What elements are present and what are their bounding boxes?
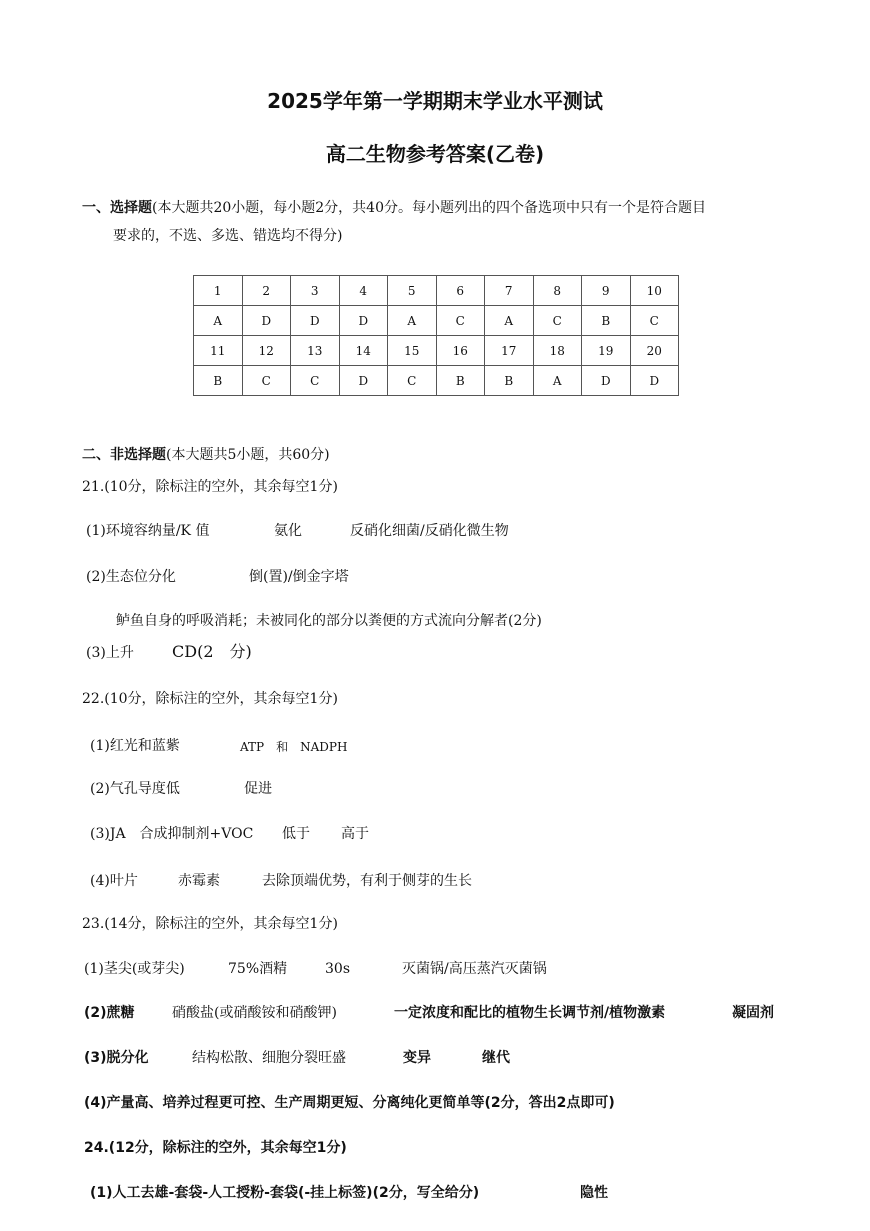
q21-part3-a: (3)上升 bbox=[86, 645, 134, 661]
q23-part2-a: (2)蔗糖 bbox=[84, 1005, 135, 1021]
answer-cell: D bbox=[582, 366, 631, 396]
q22-part2-b: 促进 bbox=[244, 781, 272, 797]
answer-cell: B bbox=[582, 306, 631, 336]
section1-desc: (本大题共20小题，每小题2分，共40分。每小题列出的四个备选项中只有一个是符合题目 bbox=[152, 200, 706, 216]
q21-part2-c: 鲈鱼自身的呼吸消耗；未被同化的部分以粪便的方式流向分解者(2分) bbox=[116, 613, 542, 629]
q23-part3-a: (3)脱分化 bbox=[84, 1050, 149, 1066]
question-number: 19 bbox=[582, 336, 631, 366]
answer-cell: A bbox=[533, 366, 582, 396]
answer-cell: B bbox=[485, 366, 534, 396]
question-number: 8 bbox=[533, 276, 582, 306]
question-number: 10 bbox=[630, 276, 679, 306]
q23-part3-d: 继代 bbox=[482, 1050, 510, 1066]
answer-table bbox=[193, 275, 679, 396]
question-number: 18 bbox=[533, 336, 582, 366]
answer-cell: D bbox=[242, 306, 291, 336]
q23-part2-d: 凝固剂 bbox=[732, 1005, 774, 1021]
q23-part1-a: (1)茎尖(或芽尖) bbox=[84, 961, 185, 977]
question-number: 12 bbox=[242, 336, 291, 366]
q22-part3-c: 高于 bbox=[341, 826, 369, 842]
q23-part1-b: 75%酒精 bbox=[228, 961, 288, 977]
section2-desc: (本大题共5小题，共60分) bbox=[166, 447, 330, 463]
question-number: 6 bbox=[436, 276, 485, 306]
answer-cell: C bbox=[630, 306, 679, 336]
question-number: 7 bbox=[485, 276, 534, 306]
question-number: 5 bbox=[388, 276, 437, 306]
table-row bbox=[194, 366, 679, 396]
q23-part3-b: 结构松散、细胞分裂旺盛 bbox=[192, 1050, 346, 1066]
q23-part2-b: 硝酸盐(或硝酸铵和硝酸钾) bbox=[172, 1005, 337, 1021]
q22-part1-a: (1)红光和蓝紫 bbox=[90, 738, 180, 754]
answer-cell: C bbox=[388, 366, 437, 396]
q21-heading: 21.(10分，除标注的空外，其余每空1分) bbox=[82, 479, 338, 495]
section1-title: 一、选择题 bbox=[82, 200, 152, 216]
answer-cell: A bbox=[485, 306, 534, 336]
q22-part1-b: ATP 和 NADPH bbox=[240, 740, 348, 754]
q22-heading: 22.(10分，除标注的空外，其余每空1分) bbox=[82, 691, 338, 707]
question-number: 13 bbox=[291, 336, 340, 366]
q23-part4: (4)产量高、培养过程更可控、生产周期更短、分离纯化更简单等(2分，答出2点即可) bbox=[84, 1095, 615, 1111]
answer-cell: B bbox=[436, 366, 485, 396]
answer-cell: C bbox=[242, 366, 291, 396]
question-number: 3 bbox=[291, 276, 340, 306]
table-row bbox=[194, 336, 679, 366]
answer-cell: D bbox=[291, 306, 340, 336]
question-number: 9 bbox=[582, 276, 631, 306]
q21-part1-c: 反硝化细菌/反硝化微生物 bbox=[350, 523, 509, 539]
q24-part1-a: (1)人工去雄-套袋-人工授粉-套袋(-挂上标签)(2分，写全给分) bbox=[90, 1185, 480, 1201]
q22-part4-a: (4)叶片 bbox=[90, 873, 138, 889]
q21-part1-b: 氨化 bbox=[274, 523, 302, 539]
question-number: 20 bbox=[630, 336, 679, 366]
table-row bbox=[194, 276, 679, 306]
answer-cell: D bbox=[339, 366, 388, 396]
question-number: 2 bbox=[242, 276, 291, 306]
q22-part2-a: (2)气孔导度低 bbox=[90, 781, 180, 797]
answer-cell: C bbox=[533, 306, 582, 336]
section2-heading bbox=[82, 446, 330, 464]
section1-heading bbox=[82, 199, 706, 217]
doc-subtitle: 高二生物参考答案(乙卷) bbox=[325, 142, 545, 166]
q22-part3-a: (3)JA 合成抑制剂+VOC bbox=[90, 826, 254, 842]
q21-part2-a: (2)生态位分化 bbox=[86, 569, 176, 585]
answer-cell: D bbox=[339, 306, 388, 336]
q24-heading: 24.(12分，除标注的空外，其余每空1分) bbox=[84, 1140, 347, 1156]
question-number: 11 bbox=[194, 336, 243, 366]
q22-part3-b: 低于 bbox=[282, 826, 310, 842]
answer-cell: B bbox=[194, 366, 243, 396]
q23-heading: 23.(14分，除标注的空外，其余每空1分) bbox=[82, 916, 338, 932]
answer-cell: C bbox=[291, 366, 340, 396]
question-number: 4 bbox=[339, 276, 388, 306]
section1-desc-cont: 要求的，不选、多选、错选均不得分) bbox=[113, 228, 343, 244]
answer-cell: C bbox=[436, 306, 485, 336]
q23-part2-c: 一定浓度和配比的植物生长调节剂/植物激素 bbox=[394, 1005, 666, 1021]
q21-part2-b: 倒(置)/倒金字塔 bbox=[249, 569, 349, 585]
doc-title: 2025学年第一学期期末学业水平测试 bbox=[267, 89, 603, 113]
q21-part1-a: (1)环境容纳量/K 值 bbox=[86, 523, 210, 539]
table-row bbox=[194, 306, 679, 336]
q23-part1-d: 灭菌锅/高压蒸汽灭菌锅 bbox=[402, 961, 547, 977]
q24-part1-b: 隐性 bbox=[580, 1185, 608, 1201]
question-number: 14 bbox=[339, 336, 388, 366]
answer-cell: A bbox=[388, 306, 437, 336]
question-number: 15 bbox=[388, 336, 437, 366]
section2-title: 二、非选择题 bbox=[82, 447, 166, 463]
question-number: 1 bbox=[194, 276, 243, 306]
answer-cell: D bbox=[630, 366, 679, 396]
q23-part1-c: 30s bbox=[325, 961, 350, 977]
q22-part4-b: 赤霉素 bbox=[178, 873, 220, 889]
question-number: 17 bbox=[485, 336, 534, 366]
q21-part3-b: CD(2 分) bbox=[172, 642, 252, 661]
answer-cell: A bbox=[194, 306, 243, 336]
question-number: 16 bbox=[436, 336, 485, 366]
q22-part4-c: 去除顶端优势，有利于侧芽的生长 bbox=[262, 873, 472, 889]
q23-part3-c: 变异 bbox=[403, 1050, 431, 1066]
